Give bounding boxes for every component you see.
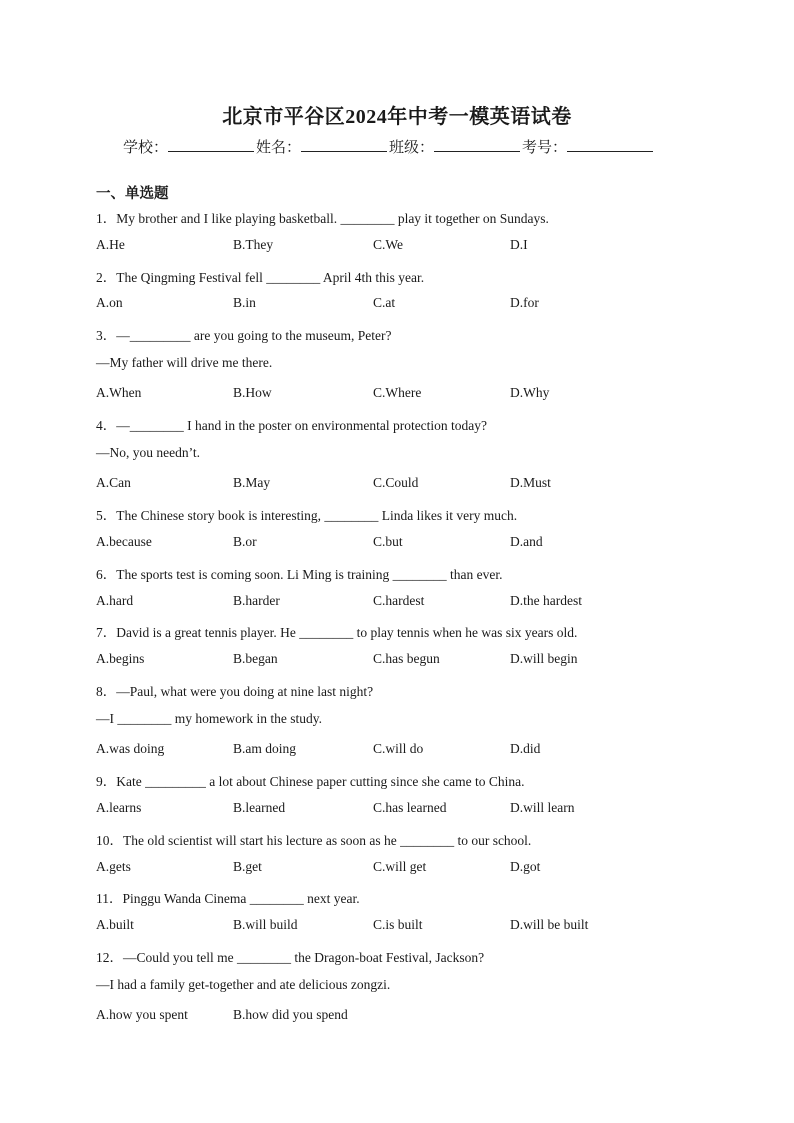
option-a[interactable]: A.was doing <box>96 741 165 756</box>
question-stem: 8．—Paul, what were you doing at nine last night? <box>96 684 374 699</box>
name-blank[interactable] <box>301 139 387 152</box>
option-b[interactable]: B.began <box>233 651 278 666</box>
option-c[interactable]: C.Could <box>373 475 419 490</box>
option-c[interactable]: C.will get <box>373 859 427 874</box>
question-stem: 2．The Qingming Festival fell ________ April 4th this year. <box>96 270 425 285</box>
question-options <box>96 237 736 255</box>
question-options <box>96 385 736 403</box>
question-options <box>96 1007 736 1025</box>
option-c[interactable]: C.Where <box>373 385 422 400</box>
option-c[interactable]: C.hardest <box>373 593 425 608</box>
option-d[interactable]: D.and <box>510 534 543 549</box>
question-reply: —I had a family get-together and ate delicious zongzi. <box>96 977 391 992</box>
class-label: 班级： <box>389 138 435 156</box>
option-c[interactable]: C.is built <box>373 917 423 932</box>
option-d[interactable]: D.I <box>510 237 528 252</box>
question-stem: 5．The Chinese story book is interesting, ________ Linda likes it very much. <box>96 508 518 523</box>
question-options <box>96 741 736 759</box>
question-stem: 3．—_________ are you going to the museum, Peter? <box>96 328 392 343</box>
option-a[interactable]: A.Can <box>96 475 131 490</box>
option-c[interactable]: C.We <box>373 237 404 252</box>
option-a[interactable]: A.He <box>96 237 125 252</box>
school-blank[interactable] <box>168 139 254 152</box>
option-d[interactable]: D.Why <box>510 385 550 400</box>
option-c[interactable]: C.but <box>373 534 403 549</box>
student-info-row <box>123 136 655 157</box>
exam-number-label: 考号： <box>522 138 568 156</box>
question-reply: —No, you needn’t. <box>96 445 200 460</box>
question-options <box>96 917 736 935</box>
option-b[interactable]: B.in <box>233 295 256 310</box>
option-d[interactable]: D.will learn <box>510 800 575 815</box>
section-title: 一、单选题 <box>96 186 169 202</box>
class-blank[interactable] <box>434 139 520 152</box>
question-options <box>96 859 736 877</box>
question-options <box>96 800 736 818</box>
question-options <box>96 593 736 611</box>
option-c[interactable]: C.will do <box>373 741 424 756</box>
question-stem: 10．The old scientist will start his lecture as soon as he ________ to our school. <box>96 833 532 848</box>
option-d[interactable]: D.will be built <box>510 917 589 932</box>
option-a[interactable]: A.hard <box>96 593 134 608</box>
question-stem: 4．—________ I hand in the poster on environmental protection today? <box>96 418 488 433</box>
option-b[interactable]: B.how did you spend <box>233 1007 348 1022</box>
option-a[interactable]: A.because <box>96 534 152 549</box>
question-options <box>96 534 736 552</box>
exam-number-blank[interactable] <box>567 139 653 152</box>
page-title: 北京市平谷区2024年中考一模英语试卷 <box>222 106 572 128</box>
question-options <box>96 475 736 493</box>
option-c[interactable]: C.has begun <box>373 651 440 666</box>
option-c[interactable]: C.has learned <box>373 800 447 815</box>
name-label: 姓名： <box>256 138 302 156</box>
option-b[interactable]: B.They <box>233 237 274 252</box>
school-label: 学校： <box>123 138 169 156</box>
question-stem: 1．My brother and I like playing basketball. ________ play it together on Sundays. <box>96 211 549 226</box>
option-d[interactable]: D.for <box>510 295 539 310</box>
option-b[interactable]: B.How <box>233 385 272 400</box>
question-stem: 6．The sports test is coming soon. Li Ming is training ________ than ever. <box>96 567 503 582</box>
option-b[interactable]: B.or <box>233 534 257 549</box>
question-stem: 7．David is a great tennis player. He ________ to play tennis when he was six years old. <box>96 625 578 640</box>
option-d[interactable]: D.Must <box>510 475 551 490</box>
option-c[interactable]: C.at <box>373 295 396 310</box>
option-d[interactable]: D.did <box>510 741 541 756</box>
option-d[interactable]: D.will begin <box>510 651 578 666</box>
option-a[interactable]: A.built <box>96 917 134 932</box>
option-d[interactable]: D.got <box>510 859 541 874</box>
option-b[interactable]: B.harder <box>233 593 280 608</box>
question-reply: —My father will drive me there. <box>96 355 273 370</box>
question-options <box>96 651 736 669</box>
option-b[interactable]: B.learned <box>233 800 286 815</box>
question-options <box>96 295 736 313</box>
question-stem: 9．Kate _________ a lot about Chinese paper cutting since she came to China. <box>96 774 525 789</box>
option-a[interactable]: A.When <box>96 385 142 400</box>
option-b[interactable]: B.am doing <box>233 741 296 756</box>
option-a[interactable]: A.gets <box>96 859 131 874</box>
option-a[interactable]: A.begins <box>96 651 145 666</box>
option-d[interactable]: D.the hardest <box>510 593 582 608</box>
option-a[interactable]: A.learns <box>96 800 142 815</box>
option-a[interactable]: A.how you spent <box>96 1007 188 1022</box>
question-reply: —I ________ my homework in the study. <box>96 711 322 726</box>
option-b[interactable]: B.will build <box>233 917 298 932</box>
option-b[interactable]: B.May <box>233 475 271 490</box>
question-stem: 11．Pinggu Wanda Cinema ________ next year. <box>96 891 360 906</box>
question-stem: 12．—Could you tell me ________ the Dragon-boat Festival, Jackson? <box>96 950 485 965</box>
option-a[interactable]: A.on <box>96 295 123 310</box>
option-b[interactable]: B.get <box>233 859 262 874</box>
